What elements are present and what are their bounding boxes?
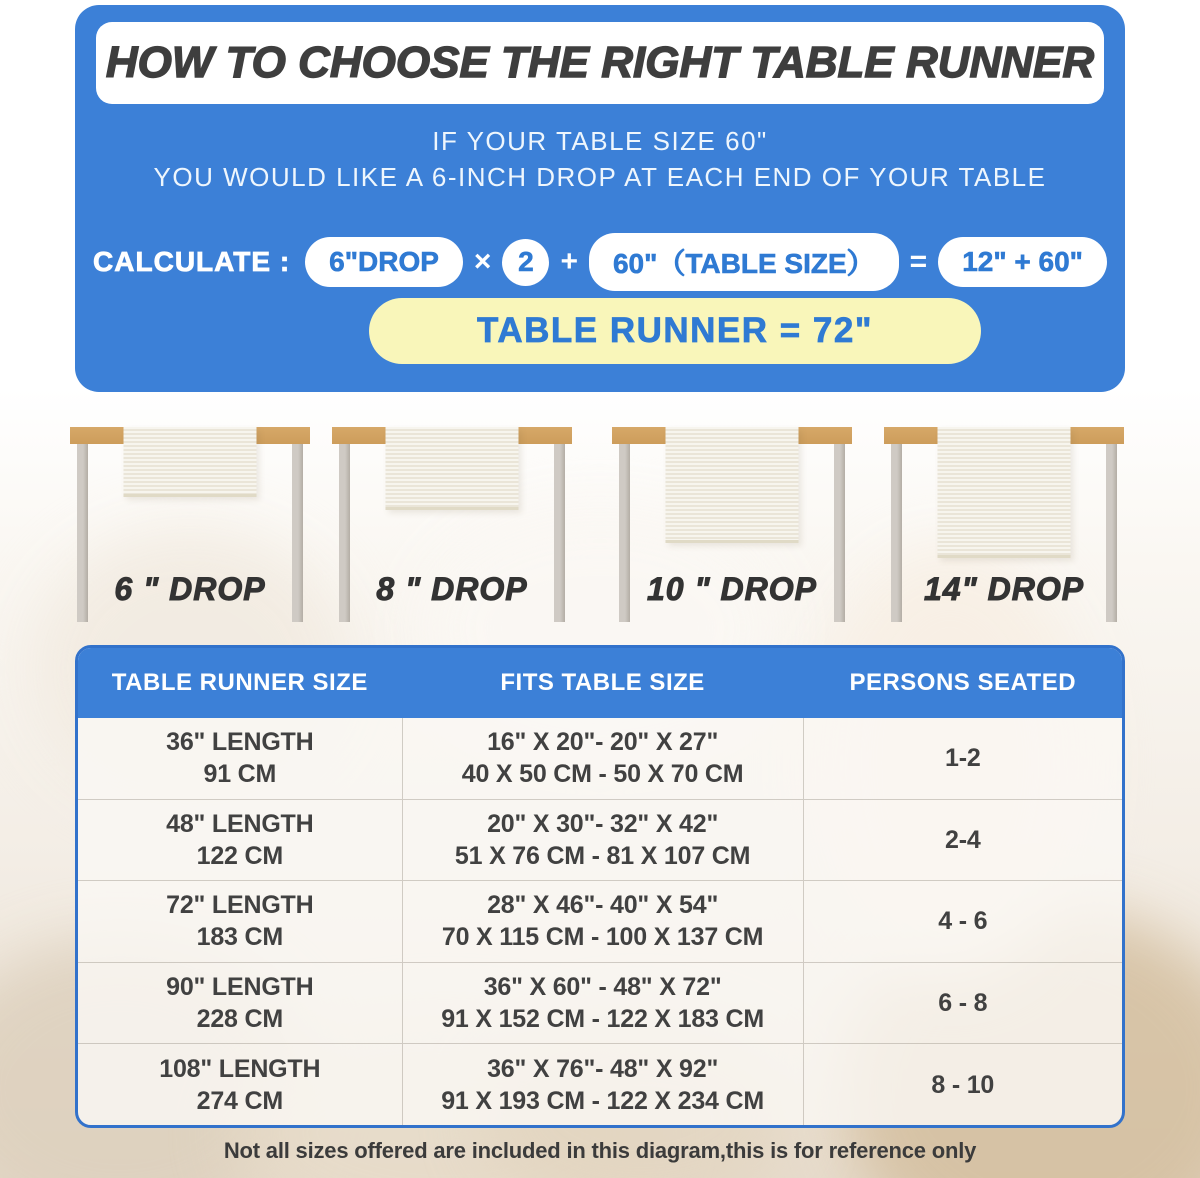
fits-size-cm: 51 X 76 CM - 81 X 107 CM xyxy=(454,841,751,870)
header-banner xyxy=(75,5,1125,392)
runner-size-cm: 274 CM xyxy=(196,1086,283,1115)
table-row xyxy=(78,962,1122,1044)
table-illustration xyxy=(332,427,572,635)
drop-value-pill: 6"DROP xyxy=(305,237,463,287)
table-size-pill: 60"（TABLE SIZE） xyxy=(589,233,899,291)
table-runner xyxy=(124,427,257,497)
fits-size-cm: 40 X 50 CM - 50 X 70 CM xyxy=(461,760,744,789)
fits-table-cell xyxy=(402,718,804,799)
fits-size-cm: 70 X 115 CM - 100 X 137 CM xyxy=(441,923,764,952)
table-illustration xyxy=(612,427,852,635)
table-row xyxy=(78,718,1122,799)
runner-size-cell xyxy=(78,963,402,1044)
drop-label: 14" DROP xyxy=(923,571,1085,607)
fits-table-cell xyxy=(402,1044,804,1125)
runner-size-inches: 108" LENGTH xyxy=(159,1054,321,1083)
fits-size-cm: 91 X 152 CM - 122 X 183 CM xyxy=(441,1005,764,1034)
drop-label: 6 " DROP xyxy=(114,571,266,607)
sum-pill: 12" + 60" xyxy=(938,237,1107,287)
persons-seated-cell: 8 - 10 xyxy=(931,1070,995,1099)
size-reference-table xyxy=(75,645,1125,1128)
equals-operator: = xyxy=(909,245,928,278)
fits-table-cell xyxy=(402,800,804,881)
table-header-row xyxy=(78,648,1122,718)
multiply-operator: × xyxy=(473,245,492,278)
runner-size-inches: 48" LENGTH xyxy=(166,809,314,838)
column-header: TABLE RUNNER SIZE xyxy=(111,669,368,696)
column-header: PERSONS SEATED xyxy=(849,669,1077,696)
table-runner xyxy=(666,427,799,543)
fits-table-cell xyxy=(402,963,804,1044)
runner-size-cm: 183 CM xyxy=(196,923,283,952)
column-header: FITS TABLE SIZE xyxy=(500,669,705,696)
runner-size-cell xyxy=(78,718,402,799)
runner-size-inches: 90" LENGTH xyxy=(166,973,314,1002)
runner-size-cm: 91 CM xyxy=(203,760,277,789)
fits-table-cell xyxy=(402,881,804,962)
runner-size-cm: 122 CM xyxy=(196,841,283,870)
table-runner xyxy=(938,427,1071,558)
title-bar xyxy=(96,22,1104,104)
drop-label: 10 " DROP xyxy=(647,571,817,607)
persons-seated-cell: 1-2 xyxy=(944,744,981,773)
persons-seated-cell: 4 - 6 xyxy=(938,907,988,936)
table-row xyxy=(78,880,1122,962)
runner-size-inches: 36" LENGTH xyxy=(166,728,314,757)
table-body xyxy=(78,718,1122,1125)
multiplier-circle: 2 xyxy=(502,239,549,286)
runner-size-cm: 228 CM xyxy=(196,1005,283,1034)
fits-size-inches: 36" X 60" - 48" X 72" xyxy=(483,973,722,1002)
fits-size-cm: 91 X 193 CM - 122 X 234 CM xyxy=(441,1086,764,1115)
fits-size-inches: 28" X 46"- 40" X 54" xyxy=(487,891,719,920)
plus-operator: + xyxy=(560,245,578,278)
fits-size-inches: 20" X 30"- 32" X 42" xyxy=(487,809,719,838)
table-illustration xyxy=(884,427,1124,635)
table-row xyxy=(78,1043,1122,1125)
runner-size-cell xyxy=(78,881,402,962)
subtitle-line-2: YOU WOULD LIKE A 6-INCH DROP AT EACH END OF YOUR TABLE xyxy=(153,162,1047,192)
persons-seated-cell: 6 - 8 xyxy=(938,989,988,1018)
calculation-row xyxy=(75,233,1125,291)
table-runner xyxy=(386,427,519,510)
calculate-label: CALCULATE : xyxy=(93,246,291,277)
fits-size-inches: 16" X 20"- 20" X 27" xyxy=(487,728,719,757)
table-row xyxy=(78,799,1122,881)
runner-size-cell xyxy=(78,1044,402,1125)
persons-seated-cell: 2-4 xyxy=(944,825,981,854)
runner-size-inches: 72" LENGTH xyxy=(166,891,314,920)
drop-label: 8 " DROP xyxy=(376,571,528,607)
table-illustration xyxy=(70,427,310,635)
page-title: HOW TO CHOOSE THE RIGHT TABLE RUNNER xyxy=(105,38,1095,87)
footer-disclaimer: Not all sizes offered are included in this diagram,this is for reference only xyxy=(223,1138,977,1163)
result-pill: TABLE RUNNER = 72" xyxy=(369,298,981,364)
runner-size-cell xyxy=(78,800,402,881)
subtitle-line-1: IF YOUR TABLE SIZE 60" xyxy=(432,126,768,156)
fits-size-inches: 36" X 76"- 48" X 92" xyxy=(487,1054,719,1083)
